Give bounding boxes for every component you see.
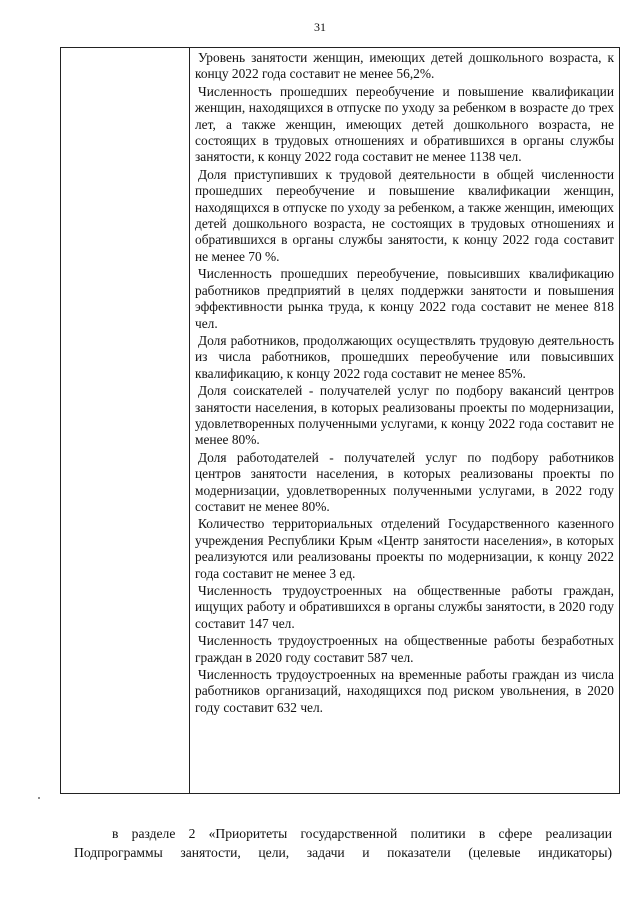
closing-paragraph bbox=[74, 824, 612, 862]
scan-speck bbox=[38, 797, 40, 799]
indicator-paragraph: Доля работников, продолжающих осуществлять трудовую деятельность из числа работников, прошедших переобучение или повысивших квалификацию, к концу 2022 года составит не менее 85%. bbox=[195, 332, 614, 381]
indicator-paragraph: Численность трудоустроенных на общественные работы граждан, ищущих работу и обратившихся в органы службы занятости, в 2020 году составит 147 чел. bbox=[195, 583, 614, 631]
indicator-paragraph: Численность трудоустроенных на временные работы граждан из числа работников организаций, находящихся под риском увольнения, в 2020 году составит 632 чел. bbox=[195, 667, 614, 715]
indicators-cell bbox=[195, 50, 614, 717]
page-number: 31 bbox=[314, 20, 326, 34]
indicator-paragraph: Количество территориальных отделений Государственного казенного учреждения Республики Крым «Центр занятости населения», в которых реализуются или реализованы проекты по модернизации, к концу 2022 года составит не менее 3 ед. bbox=[195, 516, 614, 581]
indicator-paragraph: Уровень занятости женщин, имеющих детей дошкольного возраста, к концу 2022 года составит не менее 56,2%. bbox=[195, 50, 614, 82]
indicator-paragraph: Численность трудоустроенных на общественные работы безработных граждан в 2020 году составит 587 чел. bbox=[195, 633, 614, 665]
column-divider bbox=[189, 48, 190, 793]
indicator-paragraph: Доля работодателей - получателей услуг по подбору работников центров занятости населения, в которых реализованы проекты по модернизации, удовлетворенных полученными услугами, в 2022 году составит не менее 80%. bbox=[195, 449, 614, 514]
indicator-paragraph: Численность прошедших переобучение, повысивших квалификацию работников предприятий в целях поддержки занятости и повышения эффективности рынка труда, к концу 2022 года составит не менее 818 чел. bbox=[195, 266, 614, 331]
indicator-paragraph: Численность прошедших переобучение и повышение квалификации женщин, находящихся в отпуске по уходу за ребенком в возрасте до трех лет, а также женщин, имеющих детей дошкольного возраста, не состоящих в трудовых отношениях и обратившихся в органы службы занятости, к концу 2022 года составит не менее 1138 чел. bbox=[195, 83, 614, 165]
closing-text: в разделе 2 «Приоритеты государственной политики в сфере реализации Подпрограммы занятости, цели, задачи и показатели (целевые индикаторы) bbox=[74, 826, 612, 860]
indicator-paragraph: Доля соискателей - получателей услуг по подбору вакансий центров занятости населения, в которых реализованы проекты по модернизации, удовлетворенных полученными услугами, к концу 2022 года составит не менее 80%. bbox=[195, 383, 614, 448]
indicator-paragraph: Доля приступивших к трудовой деятельности в общей численности прошедших переобучение и повышение квалификации женщин, находящихся в отпуске по уходу за ребенком, а также женщин, имеющих детей дошкольного возраста, не состоящих в трудовых отношениях и обратившихся в органы службы занятости, к концу 2022 года составит не менее 70 %. bbox=[195, 166, 614, 264]
indicators-table bbox=[60, 47, 620, 794]
